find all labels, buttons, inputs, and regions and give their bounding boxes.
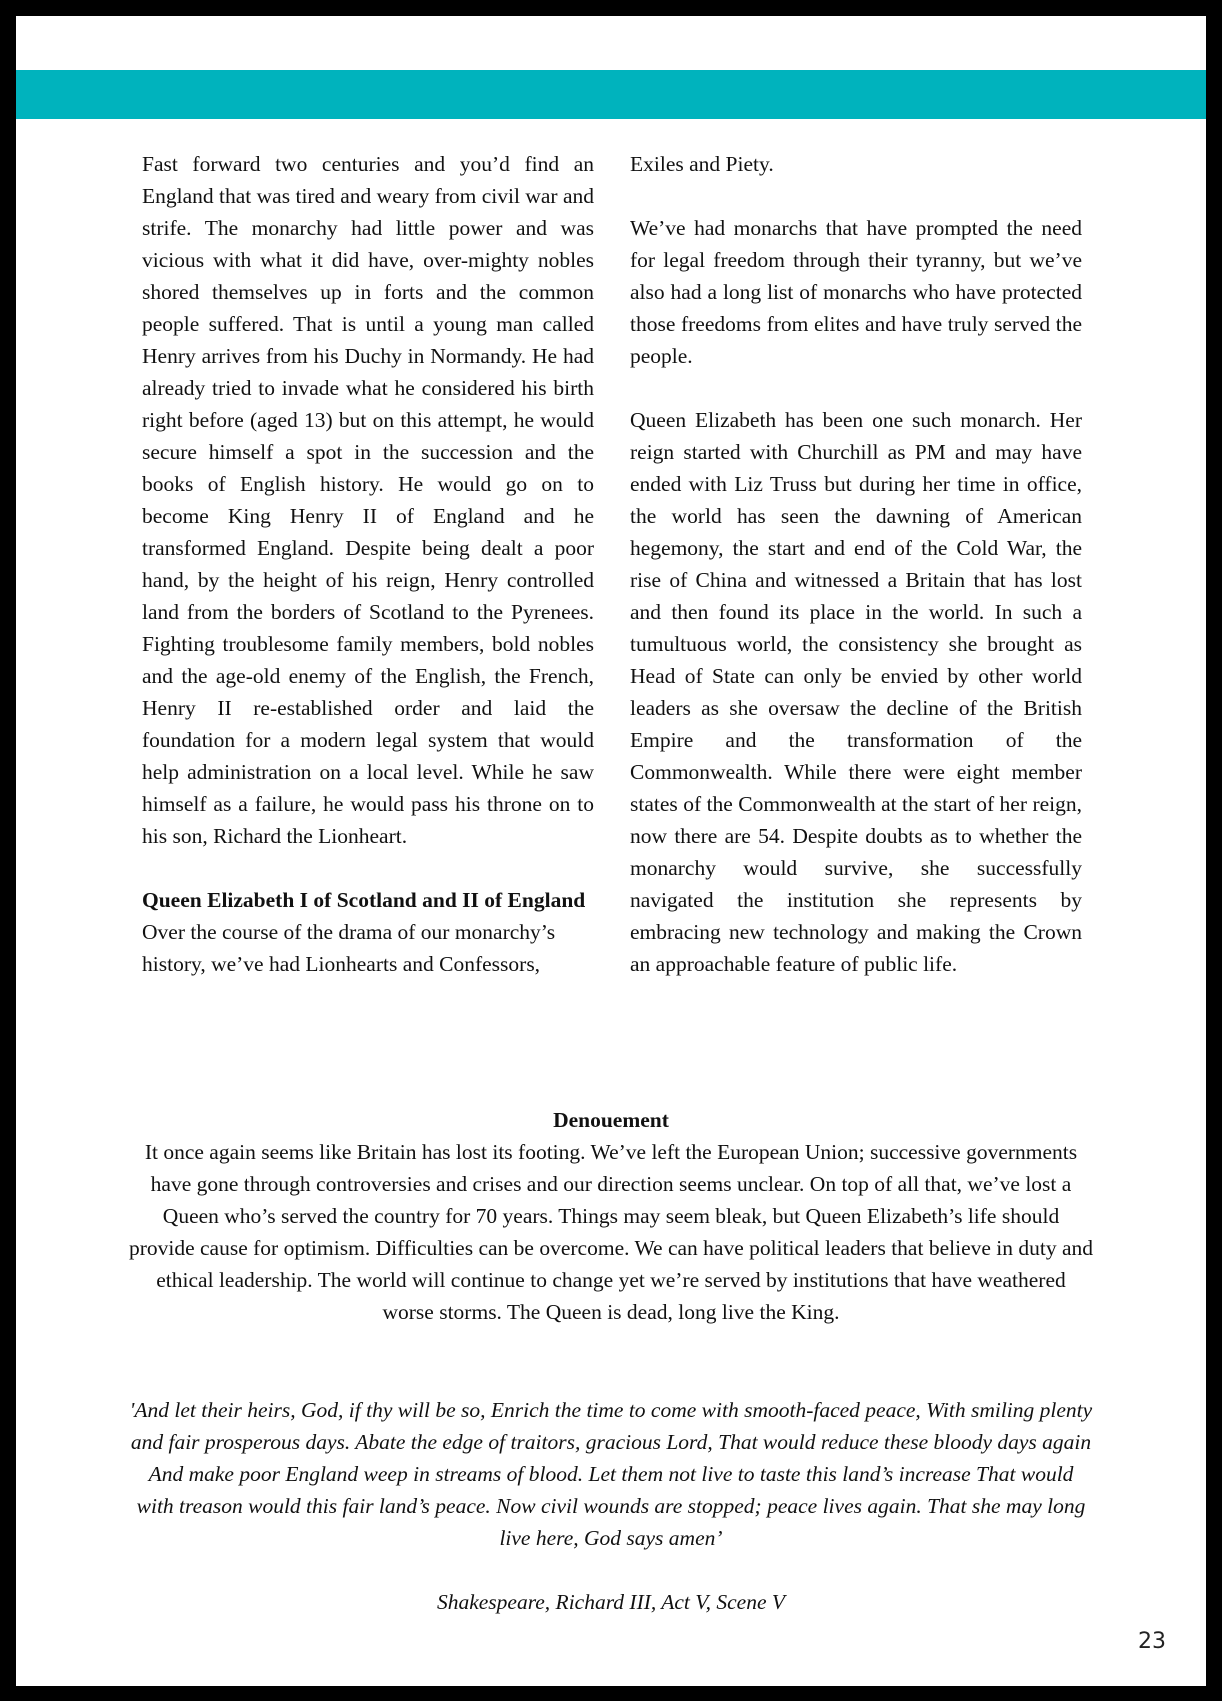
left-paragraph-henry: Fast forward two centuries and you’d find an England that was tired and weary from civil war and strife. The monarchy had little power and was vicious with what it did have, over-mighty nobles shored themselves up in forts and the common people suffered. That is until a young man called Henry arrives from his Duchy in Normandy. He had already tried to invade what he considered his birth right before (aged 13) but on this attempt, he would secure himself a spot in the succession and the books of English history. He would go on to become King Henry II of England and he transformed England. Despite being dealt a poor hand, by the height of his reign, Henry controlled land from the borders of Scotland to the Pyrenees. Fighting troublesome family members, bold nobles and the age-old enemy of the English, the French, Henry II re-established order and laid the foundation for a modern legal system that would help administration on a local level. While he saw himself as a failure, he would pass his throne on to his son, Richard the Lionheart. [142, 152, 594, 848]
right-paragraph-exiles: Exiles and Piety. [630, 152, 774, 176]
right-paragraph-queen-elizabeth: Queen Elizabeth has been one such monarch. Her reign started with Churchill as PM and may have ended with Liz Truss but during her time in office, the world has seen the dawning of American hegemony, the start and end of the Cold War, the rise of China and witnessed a Britain that has lost and then found its place in the world. In such a tumultuous world, the consistency she brought as Head of State can only be envied by other world leaders as she oversaw the decline of the British Empire and the transformation of the Commonwealth. While there were eight member states of the Commonwealth at the start of her reign, now there are 54. Despite doubts as to whether the monarchy would survive, she successfully navigated the institution she represents by embracing new technology and making the Crown an approachable feature of public life. [630, 408, 1082, 976]
right-column [630, 148, 1082, 980]
shakespeare-quote: 'And let their heirs, God, if thy will be so, Enrich the time to come with smooth-faced peace, With smiling plenty and fair prosperous days. Abate the edge of traitors, gracious Lord, That would reduce these bloody days again And make poor England weep in streams of blood. Let them not live to taste this land’s increase That would with treason would this fair land’s peace. Now civil wounds are stopped; peace lives again. That she may long live here, God says amen’ [129, 1398, 1093, 1550]
section-heading-queen-elizabeth: Queen Elizabeth I of Scotland and II of England [142, 888, 586, 912]
denouement-title: Denouement [553, 1108, 669, 1132]
left-paragraph-drama: Over the course of the drama of our monarchy’s history, we’ve had Lionhearts and Confessors, [142, 920, 556, 976]
left-column [142, 148, 594, 980]
document-page [16, 16, 1206, 1686]
denouement-section [128, 1104, 1094, 1328]
denouement-text: It once again seems like Britain has lost its footing. We’ve left the European Union; successive governments have gone through controversies and crises and our direction seems unclear. On top of all that, we’ve lost a Queen who’s served the country for 70 years. Things may seem bleak, but Queen Elizabeth’s life should provide cause for optimism. Difficulties can be overcome. We can have political leaders that believe in duty and ethical leadership. The world will continue to change yet we’re served by institutions that have weathered worse storms. The Queen is dead, long live the King. [128, 1140, 1094, 1324]
right-paragraph-monarchs: We’ve had monarchs that have prompted the need for legal freedom through their tyranny, but we’ve also had a long list of monarchs who have protected those freedoms from elites and have truly served the people. [630, 216, 1082, 368]
quote-attribution: Shakespeare, Richard III, Act V, Scene V [436, 1590, 786, 1614]
header-accent-band [16, 70, 1206, 119]
page-number: 23 [1138, 1629, 1166, 1654]
